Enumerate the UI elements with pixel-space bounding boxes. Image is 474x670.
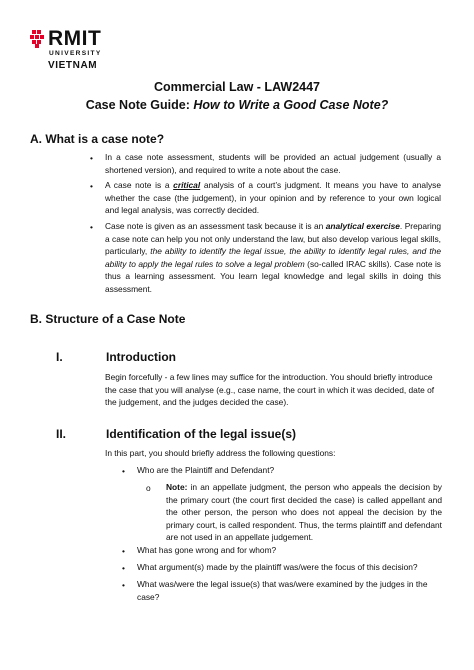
- question-3: What argument(s) made by the plaintiff was/were the focus of this decision?: [137, 562, 418, 572]
- legal-skills-emphasis: the ability to identify the legal issue, the ability to identify legal rules, and the ability to apply the legal rules to solve a legal problem: [105, 246, 441, 269]
- analytical-exercise-emphasis: analytical exercise: [325, 221, 400, 231]
- bullet-icon: •: [90, 181, 93, 191]
- bullet-icon: •: [90, 222, 93, 232]
- question-1: Who are the Plaintiff and Defendant?: [137, 465, 275, 475]
- appellate-note: Note: in an appellate judgment, the person who appeals the decision by the primary court (the court first decided the case) is called appellant and the other person, the person who does not appeal the decision by the primary court, is called respondent. Thus, the terms plaintiff and defendant are not used in an appellate judgement.: [166, 482, 442, 543]
- section-a-bullet-1: In a case note assessment, students will be provided an actual judgement (usually a shortened version), and required to write a note about the case.: [105, 152, 441, 175]
- rmit-pixel-mark-icon: [30, 30, 48, 48]
- subsection-1-heading: I. Introduction: [56, 350, 176, 364]
- logo-university-text: UNIVERSITY: [49, 50, 102, 57]
- bullet-icon: •: [122, 580, 125, 590]
- logo-rmit-text: RMIT: [48, 27, 102, 50]
- document-subtitle: Case Note Guide: How to Write a Good Case Note?: [85, 98, 389, 112]
- question-2: What has gone wrong and for whom?: [137, 545, 277, 555]
- section-b-heading: B. Structure of a Case Note: [30, 312, 186, 326]
- document-title: Commercial Law - LAW2447: [153, 80, 321, 94]
- introduction-text: Begin forcefully - a few lines may suffice for the introduction. You should briefly introduce the case that you will analyse (e.g., case name, the court in which it was decided, date of the judgement, and the judges decided the case).: [105, 372, 435, 408]
- subsection-2-heading: II. Identification of the legal issue(s): [56, 427, 297, 441]
- bullet-icon: •: [90, 153, 93, 163]
- bullet-icon: •: [122, 546, 125, 556]
- sub-bullet-icon: o: [146, 483, 151, 493]
- rmit-logo: [30, 27, 140, 80]
- section-a-bullet-3: Case note is given as an assessment task because it is an analytical exercise. Preparing a case note can help you not only understand the law, but also develop various legal skills, particularly, the ability to identify the legal issue, the ability to identify legal rules, and the ability to apply the legal rules to solve a legal problem (so-called IRAC skills). Case note is thus a learning assessment. You learn legal knowledge and legal skills in doing this assessment.: [105, 221, 442, 294]
- section-a-bullet-2: A case note is a critical analysis of a court’s judgment. It means you have to analyse whether the case (the judgement), in your opinion and by reference to your own logical and legal analysis, was correctly decided.: [105, 180, 441, 216]
- legal-issue-intro: In this part, you should briefly address the following questions:: [105, 448, 336, 458]
- critical-emphasis: critical: [173, 180, 201, 190]
- section-a-heading: A. What is a case note?: [30, 132, 165, 146]
- bullet-icon: •: [122, 466, 125, 476]
- logo-country-text: VIETNAM: [48, 60, 98, 71]
- bullet-icon: •: [122, 563, 125, 573]
- question-4: What was/were the legal issue(s) that was/were examined by the judges in the case?: [137, 579, 428, 602]
